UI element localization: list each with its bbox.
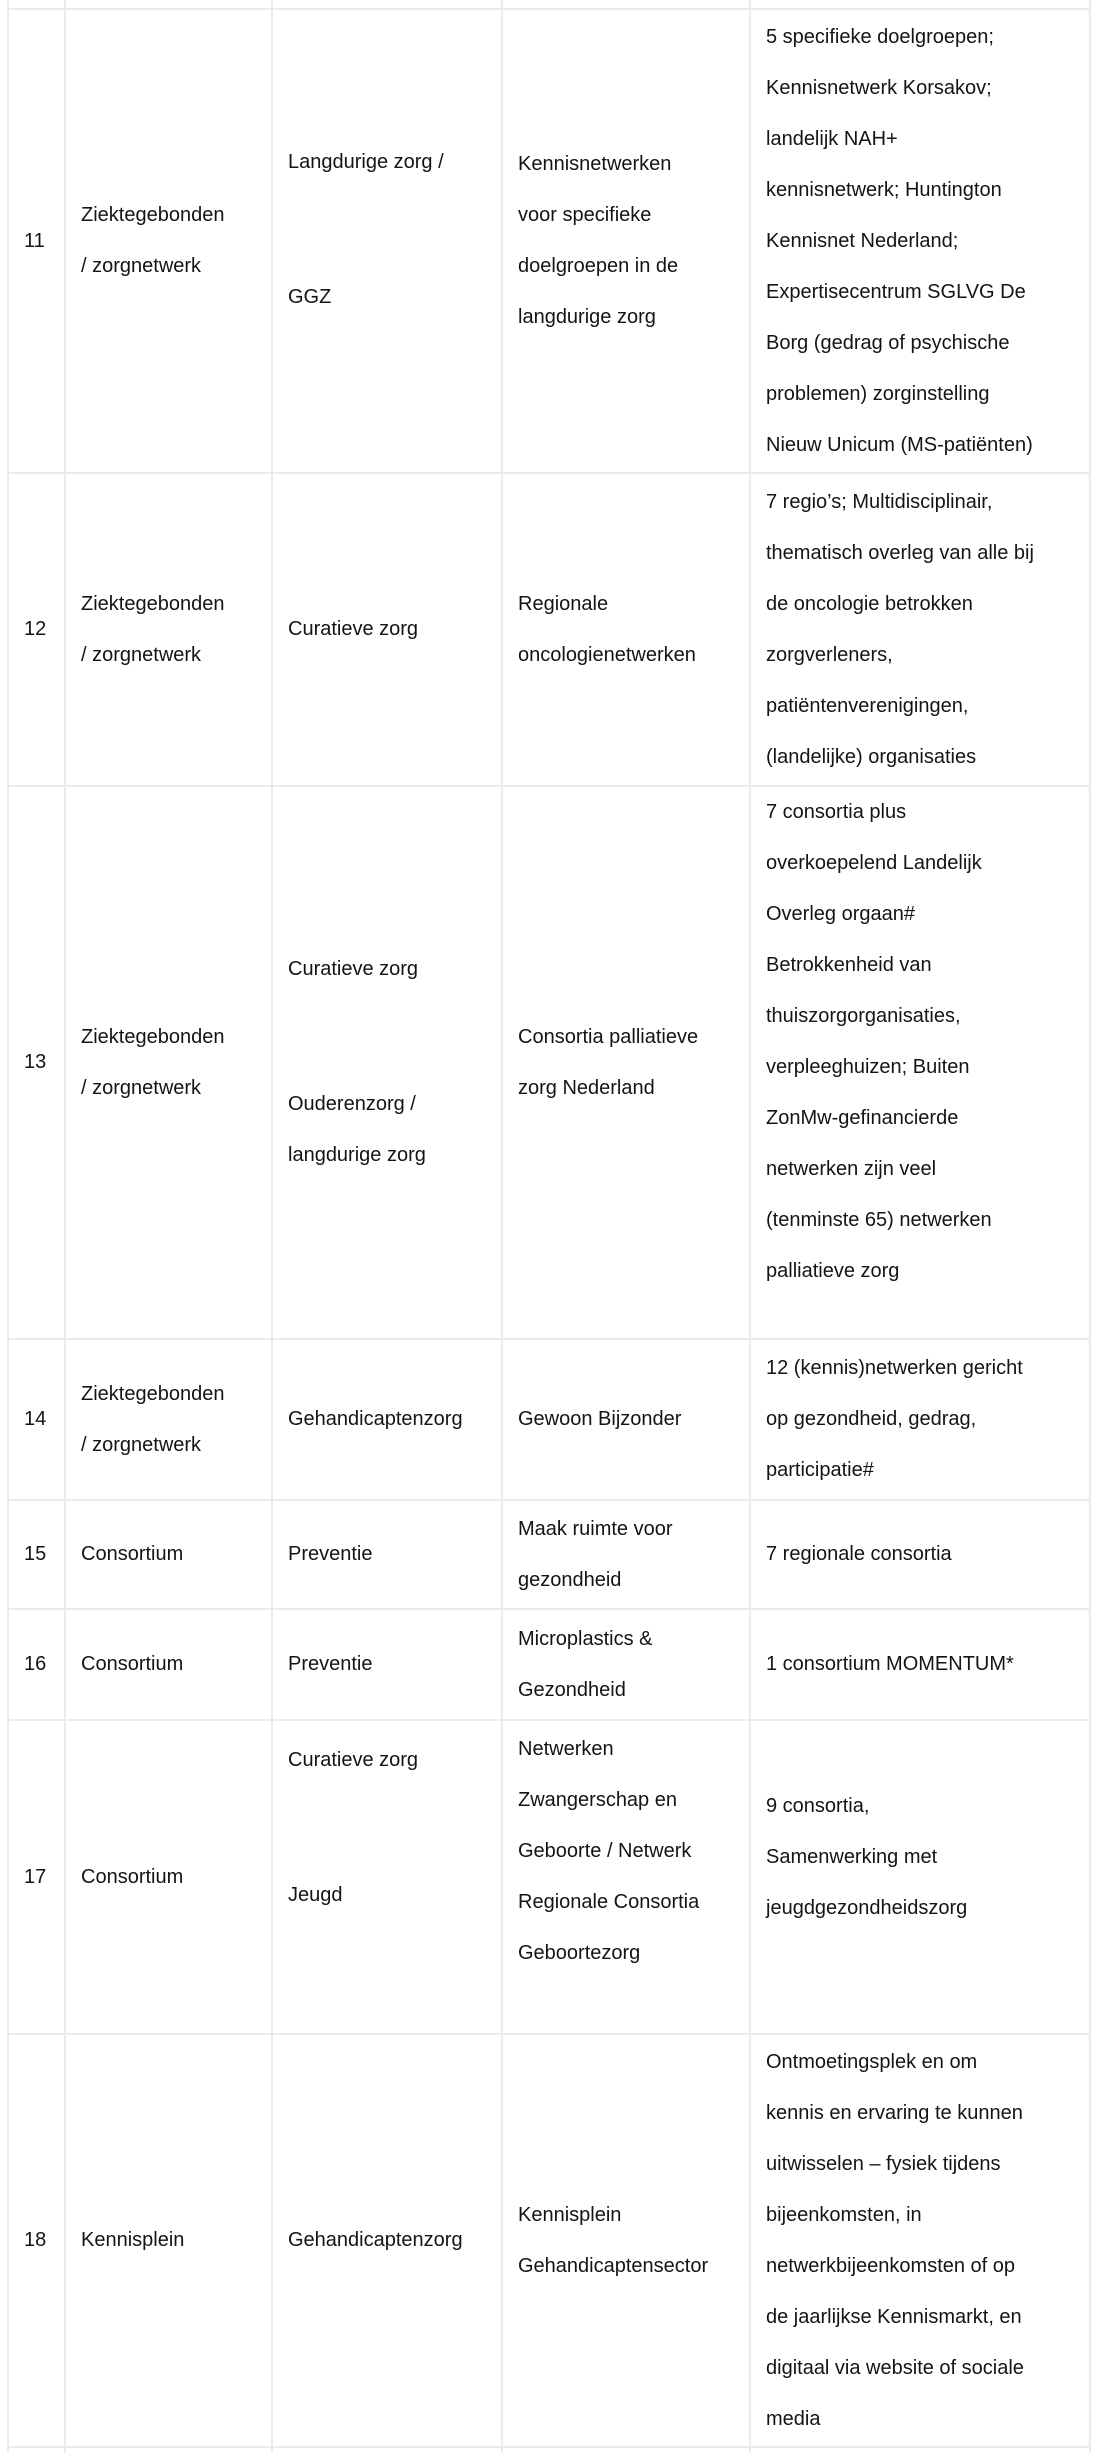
sector-line: Ouderenzorg / [288, 1093, 416, 1115]
description-text [766, 12, 1075, 471]
description-line: 7 regionale consortia [766, 1543, 952, 1565]
sector-text [288, 2215, 487, 2266]
network-type-line: Consortium [81, 1543, 184, 1565]
sector-line: Preventie [288, 1653, 373, 1675]
table-row [8, 2034, 1090, 2447]
cell-empty [272, 0, 502, 9]
description-line: zorgverleners, [766, 643, 893, 666]
description-cell [750, 1720, 1090, 2034]
description-line: Borg (gedrag of psychische [766, 331, 1010, 354]
network-type-line: Ziektegebonden [81, 1382, 225, 1405]
network-type-cell [65, 1720, 272, 2034]
description-text [766, 787, 1075, 1338]
cell-empty [502, 0, 750, 9]
network-name-text [518, 2190, 735, 2292]
sector-text [288, 1394, 487, 1445]
table-row [8, 473, 1090, 786]
network-name-line: Kennisplein [518, 2203, 622, 2226]
description-cell [750, 9, 1090, 473]
row-number: 17 [24, 1865, 47, 1888]
network-type-text [81, 1529, 257, 1580]
description-line: de jaarlijkse Kennismarkt, en [766, 2305, 1022, 2328]
sector-cell [272, 1500, 502, 1609]
network-type-line: / zorgnetwerk [81, 255, 202, 277]
network-type-cell [65, 2034, 272, 2447]
row-number-cell [8, 1720, 65, 2034]
network-type-line: Ziektegebonden [81, 592, 225, 615]
network-name-line: Microplastics & [518, 1627, 653, 1650]
row-number: 13 [24, 1051, 47, 1073]
sector-paragraph [288, 1529, 487, 1580]
cell-empty [65, 2447, 272, 2453]
network-type-text [81, 1012, 257, 1114]
network-type-line: / zorgnetwerk [81, 1076, 202, 1099]
description-line: 9 consortia, [766, 1794, 870, 1817]
sector-line: Preventie [288, 1543, 373, 1565]
description-line: kennis en ervaring te kunnen [766, 2101, 1023, 2124]
description-line: palliatieve zorg [766, 1260, 900, 1282]
description-line: 12 (kennis)netwerken gericht [766, 1357, 1023, 1379]
network-type-cell [65, 1609, 272, 1720]
sector-line: Curatieve zorg [288, 618, 419, 640]
description-line: netwerkbijeenkomsten of op [766, 2254, 1016, 2277]
description-line: (landelijke) organisaties [766, 745, 977, 768]
network-name-line: Regionale Consortia [518, 1890, 700, 1913]
description-line: 7 regio’s; Multidisciplinair, [766, 490, 993, 513]
row-number-cell [8, 1500, 65, 1609]
network-type-cell [65, 786, 272, 1339]
sector-paragraph [288, 2215, 487, 2266]
network-name-cell [502, 1609, 750, 1720]
description-text [766, 1529, 1075, 1580]
row-number: 11 [24, 229, 45, 252]
description-text [766, 2037, 1075, 2445]
cell-empty [8, 0, 65, 9]
network-name-cell [502, 1500, 750, 1609]
sector-paragraph [288, 1870, 487, 1921]
cell-empty [750, 0, 1090, 9]
description-line: op gezondheid, gedrag, [766, 1408, 977, 1430]
description-cell [750, 1609, 1090, 1720]
cell-empty [502, 2447, 750, 2453]
network-name-line: Gewoon Bijzonder [518, 1408, 682, 1430]
network-type-cell [65, 9, 272, 473]
description-text [766, 1781, 1075, 1974]
table-row [8, 1720, 1090, 2034]
description-line: Overleg orgaan# [766, 903, 915, 925]
description-line: media [766, 2407, 821, 2430]
description-line: bijeenkomsten, in [766, 2203, 922, 2226]
description-line: thuiszorgorganisaties, [766, 1005, 961, 1027]
row-number-cell [8, 1339, 65, 1500]
sector-paragraph [288, 1394, 487, 1445]
network-name-line: Netwerken [518, 1737, 614, 1760]
description-cell [750, 1500, 1090, 1609]
sector-paragraph [288, 1079, 487, 1181]
cell-empty [750, 2447, 1090, 2453]
network-name-line: gezondheid [518, 1568, 622, 1591]
row-number: 12 [24, 618, 47, 640]
description-cell [750, 2034, 1090, 2447]
description-line: patiëntenverenigingen, [766, 694, 969, 717]
network-type-line: Consortium [81, 1653, 184, 1675]
sector-paragraph [288, 604, 487, 655]
row-number: 15 [24, 1543, 47, 1565]
row-number-cell [8, 9, 65, 473]
sector-line: Gehandicaptenzorg [288, 2229, 463, 2251]
table-row-previous [8, 0, 1090, 9]
network-name-text [518, 1012, 735, 1114]
network-type-text [81, 1852, 257, 1903]
description-line: Ontmoetingsplek en om [766, 2050, 978, 2073]
sector-line: Curatieve zorg [288, 1749, 419, 1771]
row-number: 14 [24, 1408, 47, 1430]
cell-empty [272, 2447, 502, 2453]
description-cell [750, 786, 1090, 1339]
network-name-cell [502, 1339, 750, 1500]
cell-empty [8, 2447, 65, 2453]
row-number-cell [8, 786, 65, 1339]
description-line: landelijk NAH+ [766, 127, 898, 150]
description-line: 1 consortium MOMENTUM* [766, 1653, 1014, 1675]
network-name-cell [502, 473, 750, 786]
network-name-line: Zwangerschap en [518, 1788, 677, 1811]
description-line: thematisch overleg van alle bij [766, 541, 1034, 564]
sector-cell [272, 473, 502, 786]
description-line: ZonMw-gefinancierde [766, 1107, 959, 1129]
row-number-cell [8, 1609, 65, 1720]
networks-table [7, 0, 1091, 2453]
sector-cell [272, 2034, 502, 2447]
network-name-line: Maak ruimte voor [518, 1517, 673, 1540]
description-line: Nieuw Unicum (MS-patiënten) [766, 433, 1033, 456]
description-line: Expertisecentrum SGLVG De [766, 280, 1026, 303]
network-name-line: oncologienetwerken [518, 643, 696, 666]
description-line: (tenminste 65) netwerken [766, 1209, 992, 1231]
sector-paragraph [288, 944, 487, 995]
table-row [8, 786, 1090, 1339]
sector-cell [272, 1339, 502, 1500]
description-line: kennisnetwerk; Huntington [766, 178, 1002, 201]
table-row [8, 9, 1090, 473]
description-cell [750, 1339, 1090, 1500]
network-name-line: Gehandicaptensector [518, 2254, 709, 2277]
network-name-text [518, 1394, 735, 1445]
sector-paragraph [288, 1735, 487, 1786]
sector-cell [272, 9, 502, 473]
table-row [8, 1339, 1090, 1500]
description-line: uitwisselen – fysiek tijdens [766, 2152, 1001, 2175]
sector-text [288, 1639, 487, 1690]
sector-line: Gehandicaptenzorg [288, 1408, 463, 1430]
sector-line: Langdurige zorg / [288, 151, 444, 173]
description-line: digitaal via website of sociale [766, 2356, 1024, 2379]
description-line: Kennisnetwerk Korsakov; [766, 76, 992, 99]
network-type-cell [65, 1339, 272, 1500]
network-type-cell [65, 473, 272, 786]
sector-text [288, 137, 487, 345]
sector-paragraph [288, 1639, 487, 1690]
description-line: jeugdgezondheidszorg [766, 1896, 968, 1919]
sector-paragraph [288, 137, 487, 188]
network-name-line: voor specifieke [518, 204, 652, 226]
network-name-cell [502, 786, 750, 1339]
sector-line: langdurige zorg [288, 1144, 426, 1166]
description-line: overkoepelend Landelijk [766, 852, 982, 874]
network-type-line: / zorgnetwerk [81, 1433, 202, 1456]
description-cell [750, 473, 1090, 786]
sector-line: Curatieve zorg [288, 958, 419, 980]
description-line: de oncologie betrokken [766, 592, 973, 615]
sector-line: Jeugd [288, 1884, 343, 1906]
sector-text [288, 1735, 487, 1921]
description-text [766, 1343, 1075, 1496]
table-row [8, 1609, 1090, 1720]
description-line: 5 specifieke doelgroepen; [766, 25, 994, 48]
network-type-text [81, 1369, 257, 1471]
network-name-line: Consortia palliatieve [518, 1025, 699, 1048]
network-type-text [81, 1639, 257, 1690]
table-row-next [8, 2447, 1090, 2453]
network-name-text [518, 1724, 735, 2031]
description-line: Betrokkenheid van [766, 954, 932, 976]
row-number: 18 [24, 2229, 47, 2251]
network-type-text [81, 579, 257, 681]
network-type-line: Kennisplein [81, 2229, 185, 2251]
row-number: 16 [24, 1653, 47, 1675]
network-name-text [518, 139, 735, 343]
network-name-line: zorg Nederland [518, 1076, 655, 1099]
network-name-text [518, 1504, 735, 1606]
description-line: Kennisnet Nederland; [766, 229, 959, 252]
description-line: Samenwerking met [766, 1845, 938, 1868]
sector-text [288, 944, 487, 1181]
network-type-line: Ziektegebonden [81, 204, 225, 226]
row-number-cell [8, 473, 65, 786]
description-line: participatie# [766, 1459, 874, 1481]
description-line: verpleeghuizen; Buiten [766, 1056, 970, 1078]
cell-empty [65, 0, 272, 9]
network-name-text [518, 1614, 735, 1716]
description-text [766, 1639, 1075, 1690]
network-name-cell [502, 9, 750, 473]
network-type-line: Ziektegebonden [81, 1025, 225, 1048]
network-name-line: Kennisnetwerken [518, 153, 672, 175]
network-name-line: langdurige zorg [518, 306, 656, 328]
table-row [8, 1500, 1090, 1609]
network-name-line: Gezondheid [518, 1678, 626, 1701]
description-line: problemen) zorginstelling [766, 382, 990, 405]
sector-paragraph [288, 272, 487, 323]
network-type-cell [65, 1500, 272, 1609]
description-line: netwerken zijn veel [766, 1158, 937, 1180]
network-name-cell [502, 1720, 750, 2034]
network-type-line: Consortium [81, 1865, 184, 1888]
network-type-text [81, 190, 257, 292]
sector-text [288, 604, 487, 655]
network-name-line: doelgroepen in de [518, 255, 679, 277]
row-number-cell [8, 2034, 65, 2447]
network-name-line: Geboortezorg [518, 1941, 641, 1964]
description-line: 7 consortia plus [766, 801, 907, 823]
network-name-line: Geboorte / Netwerk [518, 1839, 692, 1862]
sector-cell [272, 1720, 502, 2034]
description-text [766, 477, 1075, 783]
table-body [8, 0, 1090, 2453]
network-name-cell [502, 2034, 750, 2447]
sector-cell [272, 786, 502, 1339]
network-name-text [518, 579, 735, 681]
sector-line: GGZ [288, 286, 332, 308]
sector-text [288, 1529, 487, 1580]
network-type-line: / zorgnetwerk [81, 643, 202, 666]
network-type-text [81, 2215, 257, 2266]
network-name-line: Regionale [518, 592, 609, 615]
sector-cell [272, 1609, 502, 1720]
